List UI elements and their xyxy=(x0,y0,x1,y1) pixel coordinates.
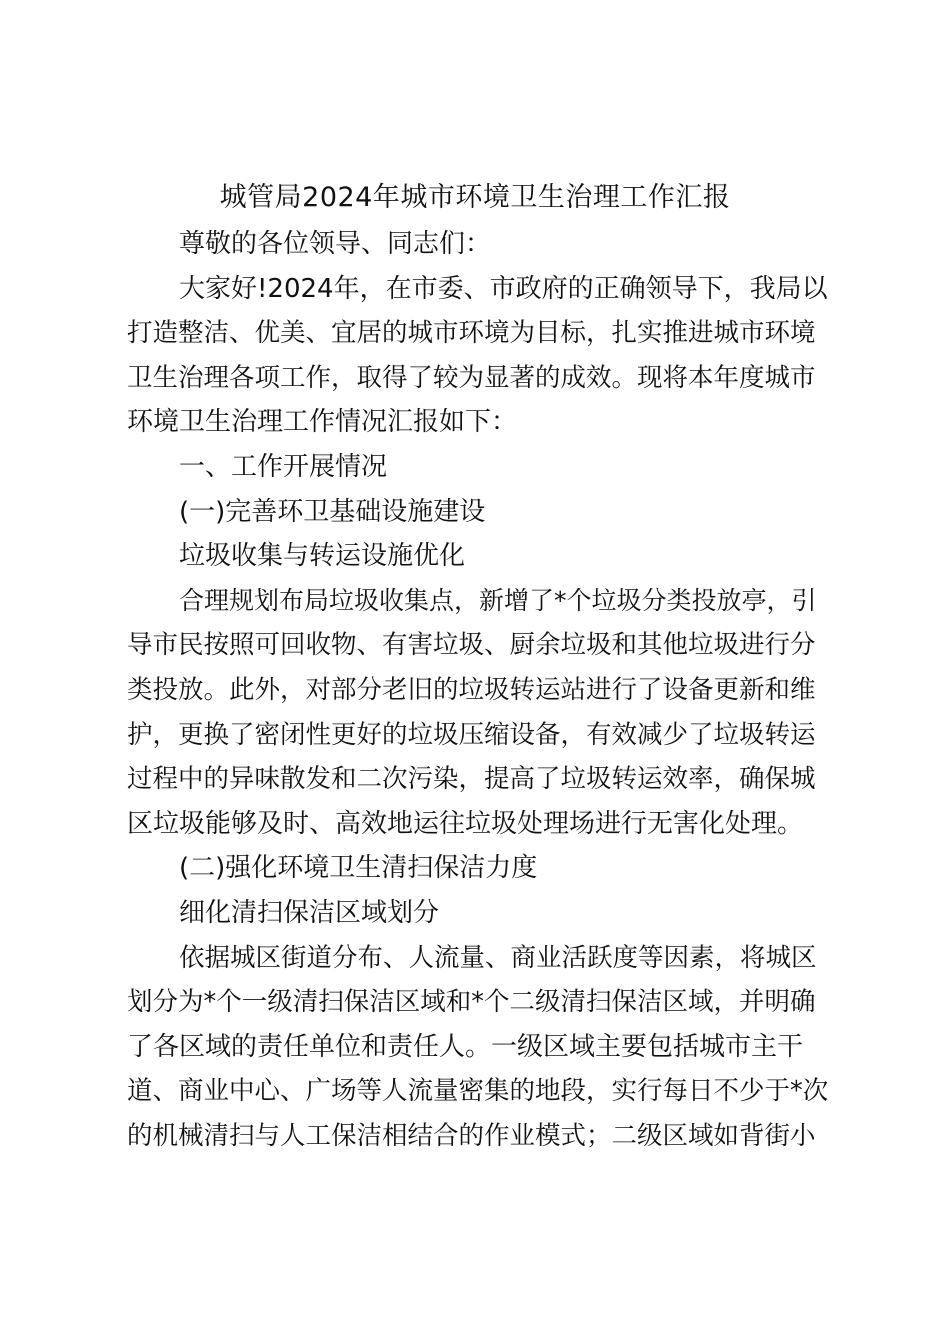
text-line: 了各区域的责任单位和责任人。一级区域主要包括城市主干 xyxy=(127,1031,804,1062)
text-line: 道、商业中心、广场等人流量密集的地段，实行每日不少于*次 xyxy=(127,1076,829,1107)
text-line: 环境卫生治理工作情况汇报如下： xyxy=(127,407,518,438)
text-line: 依据城区街道分布、人流量、商业活跃度等因素，将城区 xyxy=(179,942,817,973)
text-line: 卫生治理各项工作，取得了较为显著的成效。现将本年度城市 xyxy=(127,362,816,393)
text-line: 过程中的异味散发和二次污染，提高了垃圾转运效率，确保城 xyxy=(127,764,816,795)
text-line: 划分为*个一级清扫保洁区域和*个二级清扫保洁区域，并明确 xyxy=(127,987,816,1018)
text-line: 大家好!2024年，在市委、市政府的正确领导下，我局以 xyxy=(179,273,828,304)
text-line: 导市民按照可回收物、有害垃圾、厨余垃圾和其他垃圾进行分 xyxy=(127,630,816,661)
document-body xyxy=(127,222,827,1158)
text-line: 尊敬的各位领导、同志们： xyxy=(179,229,492,259)
text-line: 合理规划布局垃圾收集点，新增了*个垃圾分类投放亭，引 xyxy=(179,585,817,615)
text-line: 类投放。此外，对部分老旧的垃圾转运站进行了设备更新和维 xyxy=(127,674,816,705)
text-line: 的机械清扫与人工保洁相结合的作业模式；二级区域如背街小 xyxy=(127,1120,816,1151)
text-line: 细化清扫保洁区域划分 xyxy=(179,897,440,928)
text-line: (一)完善环卫基础设施建设 xyxy=(179,496,486,527)
document-title: 城管局2024年城市环境卫生治理工作汇报 xyxy=(219,182,731,213)
text-line: 护，更换了密闭性更好的垃圾压缩设备，有效减少了垃圾转运 xyxy=(127,719,816,750)
text-line: 打造整洁、优美、宜居的城市环境为目标，扎实推进城市环境 xyxy=(127,318,816,349)
text-line: 垃圾收集与转运设施优化 xyxy=(179,541,466,572)
text-line: 一、工作开展情况 xyxy=(179,451,388,482)
text-line: (二)强化环境卫生清扫保洁力度 xyxy=(179,853,538,884)
text-line: 区垃圾能够及时、高效地运往垃圾处理场进行无害化处理。 xyxy=(127,808,804,839)
